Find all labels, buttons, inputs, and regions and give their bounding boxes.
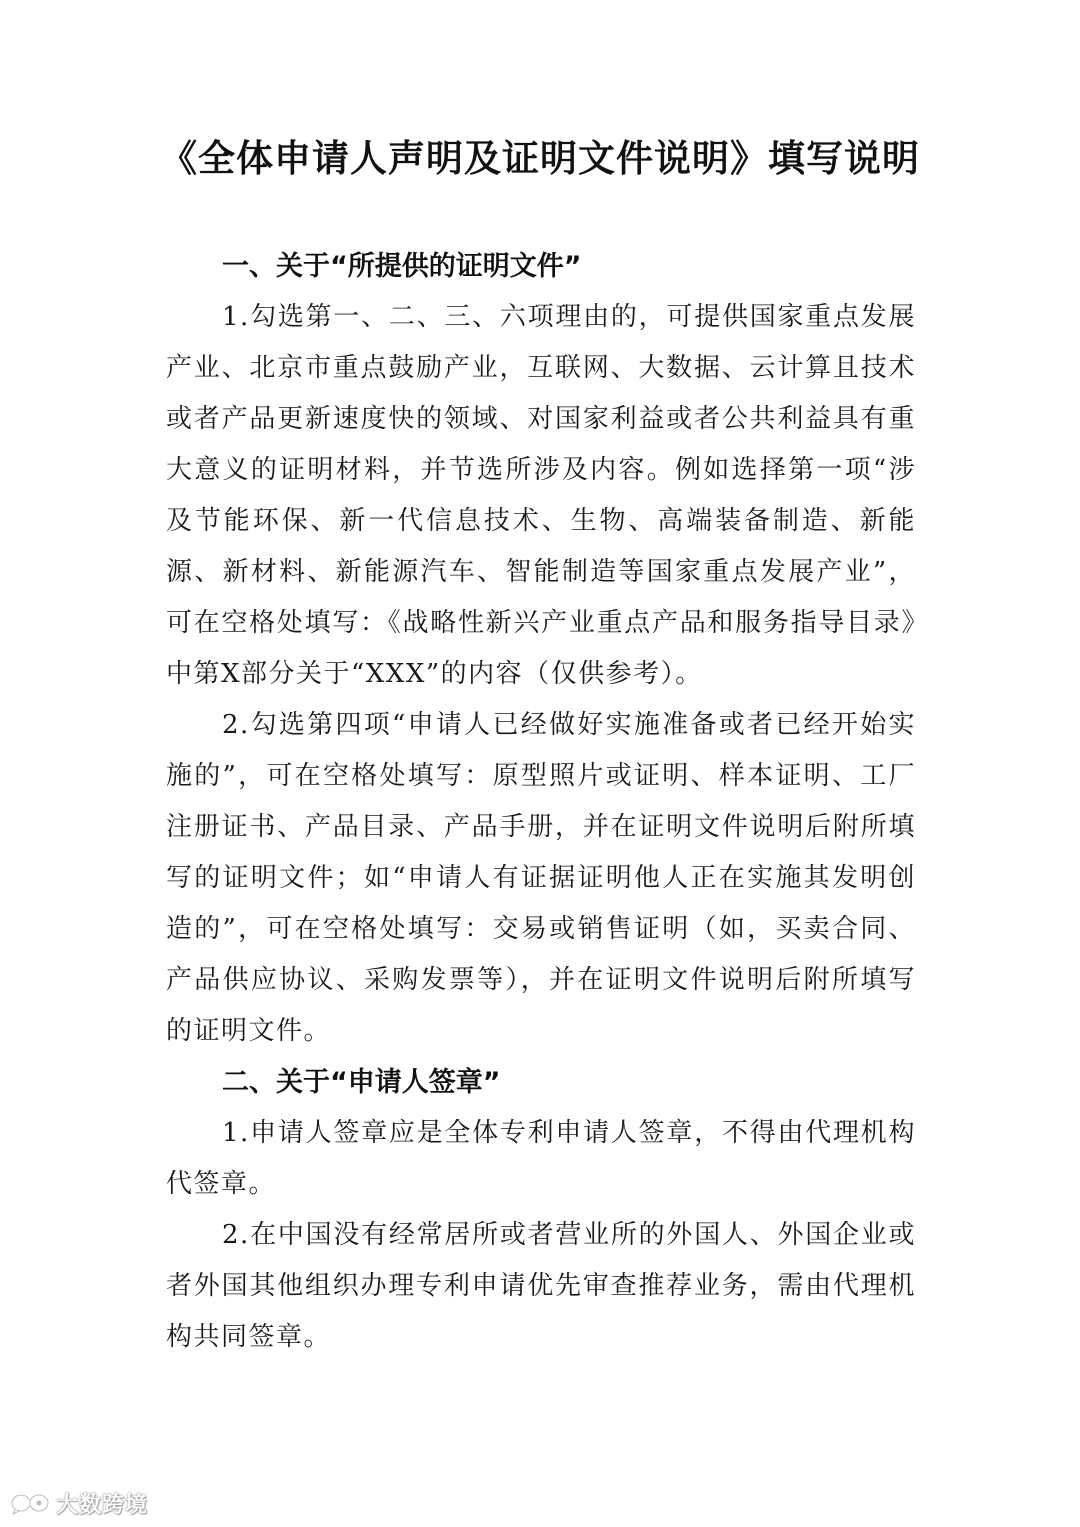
document-body [166,241,916,1363]
watermark [10,1488,148,1518]
section-2-paragraph-2: 2.在中国没有经常居所或者营业所的外国人、外国企业或者外国其他组织办理专利申请优先审查推荐业务，需由代理机构共同签章。 [166,1220,916,1352]
section-2-paragraph-1: 1.申请人签章应是全体专利申请人签章，不得由代理机构代签章。 [166,1118,916,1199]
document-title: 《全体申请人声明及证明文件说明》填写说明 [160,137,920,180]
section-1-paragraph-2: 2.勾选第四项“申请人已经做好实施准备或者已经开始实施的”，可在空格处填写：原型照片或证明、样本证明、工厂注册证书、产品目录、产品手册，并在证明文件说明后附所填写的证明文件；如“申请人有证据证明他人正在实施其发明创造的”，可在空格处填写：交易或销售证明（如，买卖合同、产品供应协议、采购发票等），并在证明文件说明后附所填写的证明文件。 [166,710,916,1046]
watermark-text: 大数跨境 [56,1492,149,1518]
section-heading-2: 二、关于“申请人签章” [222,1067,501,1098]
section-1-paragraph-1: 1.勾选第一、二、三、六项理由的，可提供国家重点发展产业、北京市重点鼓励产业，互联网、大数据、云计算且技术或者产品更新速度快的领域、对国家利益或者公共利益具有重大意义的证明材料，并节选所涉及内容。例如选择第一项“涉及节能环保、新一代信息技术、生物、高端装备制造、新能源、新材料、新能源汽车、智能制造等国家重点发展产业”，可在空格处填写：《战略性新兴产业重点产品和服务指导目录》中第X部分关于“XXX”的内容（仅供参考）。 [166,302,916,689]
section-heading-1: 一、关于“所提供的证明文件” [222,251,582,282]
speech-bubble-logo-icon [10,1491,52,1515]
